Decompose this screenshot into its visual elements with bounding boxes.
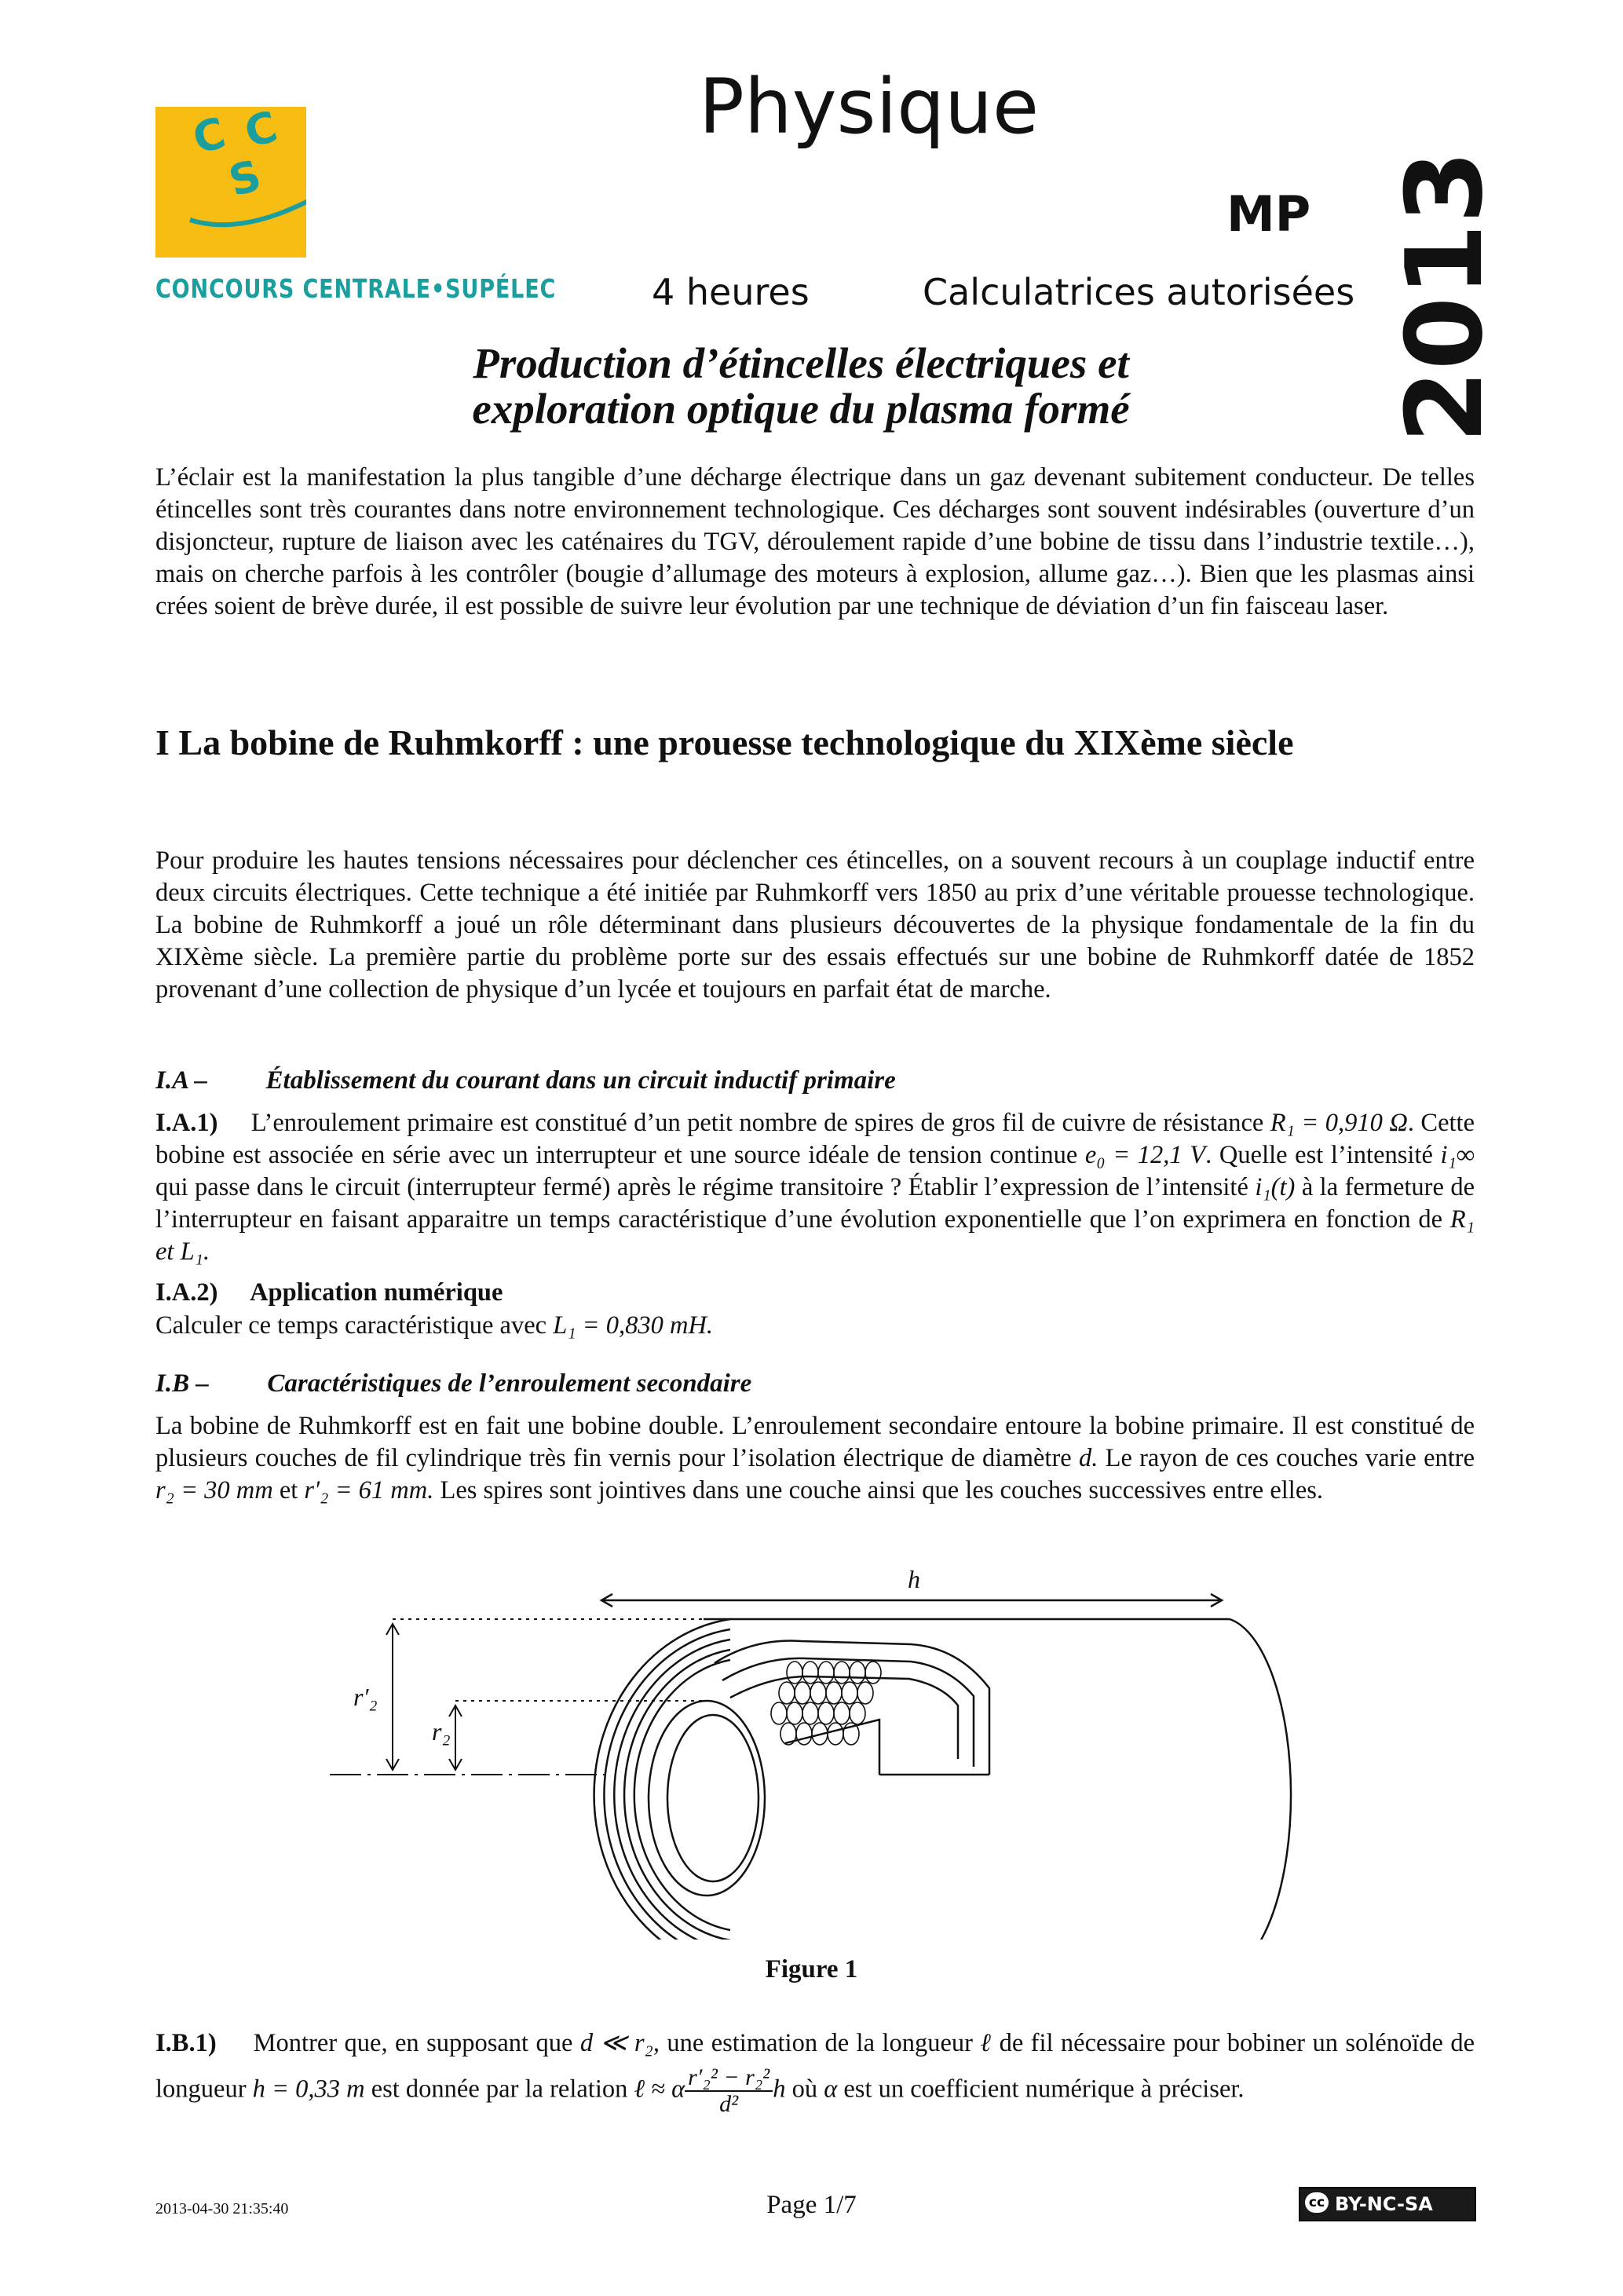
- part-1-title: I La bobine de Ruhmkorff : une prouesse technologique du XIXème siècle: [155, 722, 1294, 762]
- year-label: 2013: [1384, 150, 1506, 444]
- question-IB1-text-e: où: [791, 2075, 818, 2104]
- figure-1-label-h: h: [908, 1565, 920, 1593]
- calculators-label: Calculatrices autorisées: [923, 271, 1355, 313]
- question-IB1-text-d: est donnée par la relation: [371, 2075, 628, 2104]
- exam-title: [236, 341, 1366, 432]
- logo-letter-3: S: [224, 150, 266, 207]
- cc-icon: cc: [1305, 2192, 1329, 2213]
- figure-1-caption: Figure 1: [765, 1955, 858, 1983]
- question-IA1-R1: R₁ = 0,910 Ω: [1270, 1109, 1408, 1137]
- question-IB1-relation: ℓ ≈ α: [634, 2075, 685, 2104]
- track-label: MP: [1226, 185, 1311, 243]
- question-IB1-fraction-den: d²: [719, 2091, 739, 2117]
- part-1-intro: Pour produire les hautes tensions nécessaires pour déclencher ces étincelles, on a souvent recours à un couplage inductif entre deux circuits électriques. Cette technique a été initiée par Ruhmkorff vers 1850 au prix d’une véritable prouesse technologique. La bobine de Ruhmkorff a joué un rôle déterminant dans plusieurs découvertes de la physique fondamentale de la fin du XIXème siècle. La première partie du problème porte sur des essais effectués sur une bobine de Ruhmkorff datée de 1852 provenant d’une collection de physique d’un lycée et toujours en parfait état de marche.: [155, 846, 1475, 1004]
- question-IA1-text-c: . Quelle est l’intensité: [1205, 1141, 1433, 1169]
- section-IB-text-e: Les spires sont jointives dans une couche ainsi que les couches successives entre elles.: [440, 1476, 1324, 1504]
- question-IA1-text-e: à la fermeture de l’interrupteur en faisant apparaitre un temps caractéristique d’une évolution exponentielle que l’on exprimera en fonction de: [155, 1173, 1475, 1234]
- figure-1-label-r2: r₂: [432, 1717, 451, 1746]
- question-IB1-ell: ℓ: [980, 2029, 992, 2057]
- section-IA-title: Établissement du courant dans un circuit inductif primaire: [265, 1066, 896, 1095]
- duration-label: 4 heures: [652, 271, 810, 313]
- question-IA2-text: [155, 1310, 1475, 1342]
- section-IB-heading: [155, 1369, 751, 1398]
- intro-paragraph: L’éclair est la manifestation la plus tangible d’une décharge électrique dans un gaz devenant subitement conducteur. De telles étincelles sont très courantes dans notre environnement technologique. Ces décharges sont souvent indésirables (ouverture d’un disjoncteur, rupture de liaison avec les caténaires du TGV, déroulement rapide d’une bobine de tissu dans l’industrie textile…), mais on cherche parfois à les contrôler (bougie d’allumage des moteurs à explosion, allume gaz…). Bien que les plasmas ainsi crées soient de brève durée, il est possible de suivre leur évolution par une technique de déviation d’un fin faisceau laser.: [155, 463, 1475, 620]
- question-IB1: [155, 2021, 1475, 2117]
- question-IB1-text-f: est un coefficient numérique à préciser.: [843, 2075, 1245, 2104]
- section-IB-title: Caractéristiques de l’enroulement secondaire: [267, 1369, 752, 1398]
- exam-title-line-2: exploration optique du plasma formé: [472, 385, 1130, 433]
- question-IA1-text-f: R₁ et L₁.: [155, 1205, 1475, 1266]
- question-IA1-it: i₁(t): [1255, 1173, 1296, 1201]
- question-IA1-text-d: qui passe dans le circuit (interrupteur fermé) après le régime transitoire ? Établir l’expression de l’intensité: [155, 1173, 1248, 1201]
- question-IA2-L1: L₁ = 0,830 mH.: [553, 1311, 714, 1340]
- question-IB1-text-a: Montrer que, en supposant que: [253, 2029, 573, 2057]
- question-IB1-alpha: α: [824, 2075, 838, 2104]
- question-IB1-condition: d ≪ r₂: [579, 2029, 653, 2057]
- question-IA1-label: I.A.1): [155, 1109, 218, 1137]
- logo-letter-1: C: [188, 108, 231, 164]
- section-IB-r2: r₂ = 30 mm: [155, 1476, 273, 1504]
- logo: [155, 107, 306, 258]
- section-IB-r2p: r′₂ = 61 mm.: [304, 1476, 434, 1504]
- section-IB-d: d.: [1078, 1444, 1098, 1472]
- question-IB1-text-c: de fil nécessaire pour bobiner un solénoïde de longueur: [155, 2029, 1475, 2104]
- footer-timestamp: 2013-04-30 21:35:40: [155, 2200, 289, 2217]
- question-IA2-text-a: Calculer ce temps caractéristique avec: [155, 1311, 547, 1340]
- question-IB1-text-b: , une estimation de la longueur: [652, 2029, 973, 2057]
- license-text: BY-NC-SA: [1335, 2193, 1433, 2215]
- figure-1-solenoid-diagram: [314, 1563, 1319, 1940]
- question-IA1-e0: e₀ = 12,1 V: [1084, 1141, 1206, 1169]
- section-IA-heading: [155, 1066, 896, 1095]
- question-IA1: [155, 1107, 1475, 1268]
- section-IB-number: I.B –: [155, 1369, 209, 1398]
- logo-letter-2: C: [239, 107, 283, 158]
- footer-page-number: Page 1/7: [766, 2191, 857, 2219]
- question-IB1-fraction: [685, 2065, 773, 2117]
- section-IB-text-c: et: [279, 1476, 298, 1504]
- exam-title-line-1: Production d’étincelles électriques et: [473, 339, 1129, 387]
- section-IB-text-b: Le rayon de ces couches varie entre: [1105, 1444, 1475, 1472]
- question-IB1-h2: h: [773, 2075, 786, 2104]
- section-IB-text: [155, 1410, 1475, 1507]
- question-IB1-h: h = 0,33 m: [252, 2075, 365, 2104]
- logo-caption: CONCOURS CENTRALE•SUPÉLEC: [155, 273, 557, 304]
- question-IA2-label: I.A.2): [155, 1278, 218, 1307]
- section-IB-text-a: La bobine de Ruhmkorff est en fait une bobine double. L’enroulement secondaire entoure la bobine primaire. Il est constitué de plusieurs couches de fil cylindrique très fin vernis pour l’isolation électrique de diamètre: [155, 1412, 1475, 1472]
- logo-mark-icon: [155, 107, 306, 258]
- figure-1-label-r2p: r′₂: [353, 1683, 378, 1711]
- license-badge: [1299, 2187, 1476, 2221]
- question-IA1-i-inf: i₁∞: [1440, 1141, 1475, 1169]
- question-IA2: [155, 1277, 1475, 1309]
- question-IA1-text-b: . Cette bobine est associée en série avec un interrupteur et une source idéale de tension continue: [155, 1109, 1475, 1169]
- subject-title: Physique: [699, 63, 1040, 151]
- question-IA2-title: Application numérique: [250, 1278, 503, 1307]
- question-IB1-fraction-num: r′₂² − r₂²: [685, 2065, 773, 2092]
- question-IA1-text-a: L’enroulement primaire est constitué d’un petit nombre de spires de gros fil de cuivre de résistance: [250, 1109, 1264, 1137]
- question-IB1-label: I.B.1): [155, 2029, 217, 2057]
- section-IA-number: I.A –: [155, 1066, 208, 1095]
